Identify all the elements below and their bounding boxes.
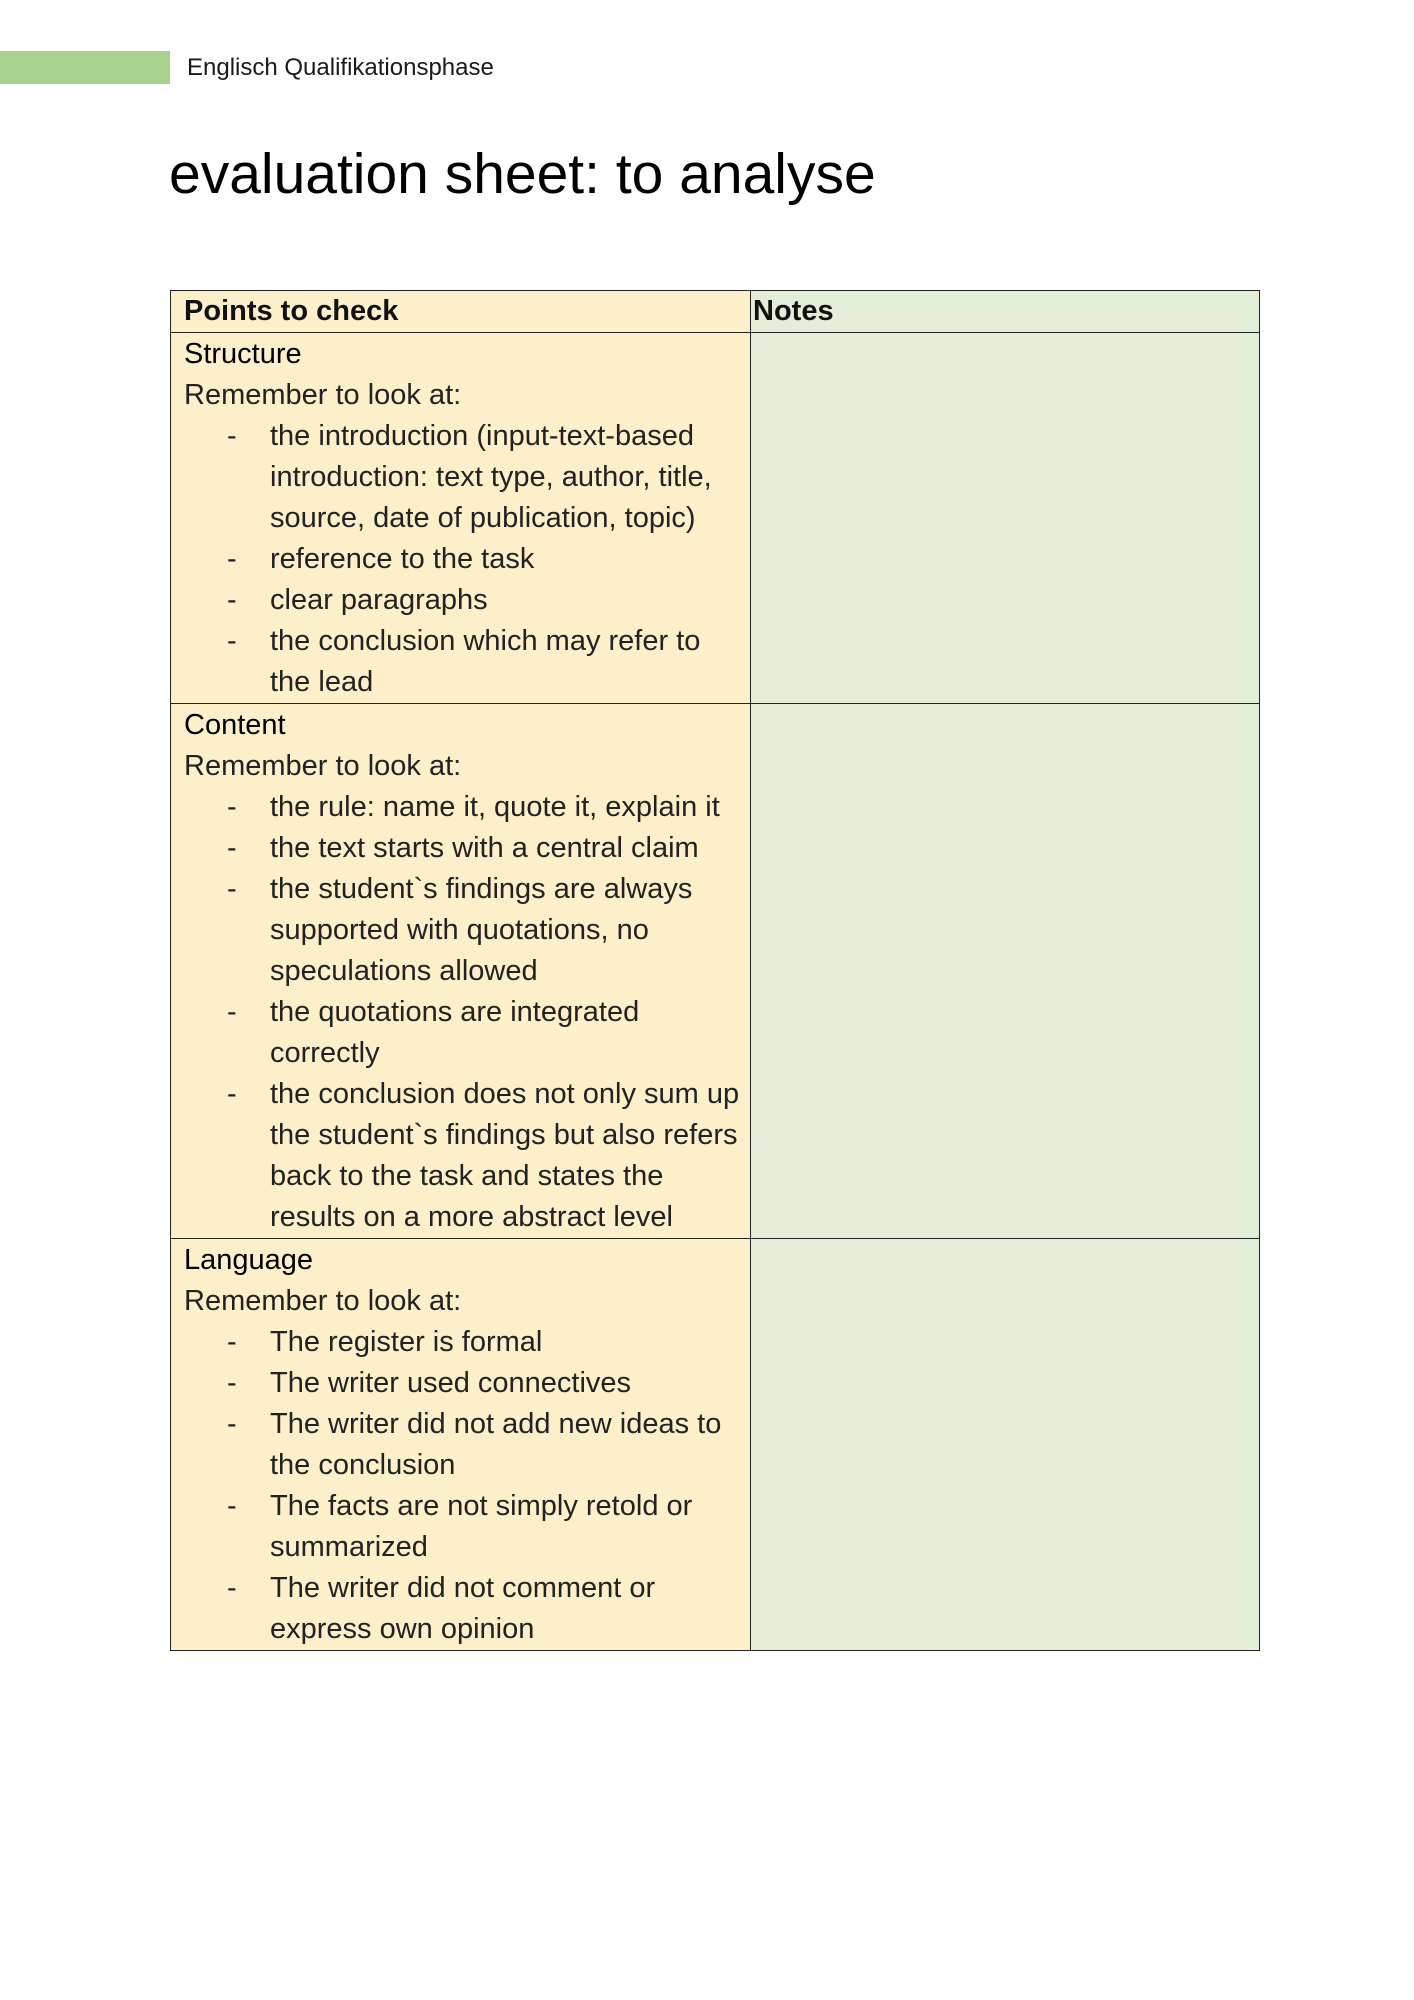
checklist: [184, 1322, 742, 1650]
bullet-dash-icon: -: [227, 625, 237, 657]
points-header-cell: [171, 291, 751, 333]
bullet-dash-icon: -: [227, 832, 237, 864]
section-intro: Remember to look at:: [184, 1285, 462, 1317]
list-item-text: the conclusion which may refer to the lead: [270, 625, 701, 698]
list-item: [184, 1074, 742, 1238]
section-title-language: Language: [184, 1244, 314, 1276]
content-points-cell: [171, 704, 751, 1239]
list-item: [184, 416, 742, 539]
list-item-text: the student`s findings are always supported with quotations, no speculations allowed: [270, 873, 693, 987]
list-item-text: The writer did not add new ideas to the conclusion: [270, 1408, 722, 1481]
list-item: [184, 1568, 742, 1650]
section-intro: Remember to look at:: [184, 750, 462, 782]
list-item-text: the quotations are integrated correctly: [270, 996, 640, 1069]
bullet-dash-icon: -: [227, 420, 237, 452]
table-row-structure: [171, 333, 1260, 704]
list-item-text: the introduction (input-text-based introduction: text type, author, title, source, date of publication, topic): [270, 420, 712, 534]
notes-text: [751, 333, 1259, 334]
list-item-text: The writer did not comment or express own opinion: [270, 1572, 656, 1645]
section-title-content: Content: [184, 709, 286, 741]
bullet-dash-icon: -: [227, 1408, 237, 1440]
header-accent-bar: [0, 51, 170, 84]
structure-points-cell: [171, 333, 751, 704]
list-item: [184, 1363, 742, 1404]
section-title-structure: Structure: [184, 338, 302, 370]
bullet-dash-icon: -: [227, 996, 237, 1028]
table-row-language: [171, 1239, 1260, 1651]
list-item: [184, 621, 742, 703]
notes-text: [751, 704, 1259, 705]
notes-text: [751, 1239, 1259, 1240]
bullet-dash-icon: -: [227, 873, 237, 905]
bullet-dash-icon: -: [227, 543, 237, 575]
bullet-dash-icon: -: [227, 1367, 237, 1399]
table-header-row: [171, 291, 1260, 333]
bullet-dash-icon: -: [227, 791, 237, 823]
language-notes-cell[interactable]: [751, 1239, 1260, 1651]
list-item: [184, 1322, 742, 1363]
list-item: [184, 539, 742, 580]
notes-header-cell: [751, 291, 1260, 333]
page-title: evaluation sheet: to analyse: [169, 142, 876, 206]
bullet-dash-icon: -: [227, 1078, 237, 1110]
table-row-content: [171, 704, 1260, 1239]
points-header-label: Points to check: [184, 295, 399, 327]
language-points-cell: [171, 1239, 751, 1651]
evaluation-table: [170, 290, 1260, 1651]
checklist: [184, 416, 742, 703]
bullet-dash-icon: -: [227, 1572, 237, 1604]
list-item-text: The writer used connectives: [270, 1367, 632, 1399]
checklist: [184, 787, 742, 1238]
structure-notes-cell[interactable]: [751, 333, 1260, 704]
bullet-dash-icon: -: [227, 1490, 237, 1522]
notes-header-label: Notes: [753, 295, 834, 327]
list-item: [184, 1404, 742, 1486]
content-notes-cell[interactable]: [751, 704, 1260, 1239]
list-item: [184, 580, 742, 621]
list-item-text: the rule: name it, quote it, explain it: [270, 791, 720, 823]
list-item: [184, 787, 742, 828]
list-item-text: the conclusion does not only sum up the student`s findings but also refers back to the task and states the results on a more abstract level: [270, 1078, 740, 1233]
section-intro: Remember to look at:: [184, 379, 462, 411]
bullet-dash-icon: -: [227, 584, 237, 616]
list-item-text: reference to the task: [270, 543, 535, 575]
list-item-text: The facts are not simply retold or summarized: [270, 1490, 693, 1563]
list-item-text: clear paragraphs: [270, 584, 488, 616]
header-subject-label: Englisch Qualifikationsphase: [187, 54, 494, 81]
list-item: [184, 992, 742, 1074]
list-item: [184, 828, 742, 869]
list-item-text: The register is formal: [270, 1326, 543, 1358]
bullet-dash-icon: -: [227, 1326, 237, 1358]
list-item: [184, 1486, 742, 1568]
list-item: [184, 869, 742, 992]
list-item-text: the text starts with a central claim: [270, 832, 699, 864]
